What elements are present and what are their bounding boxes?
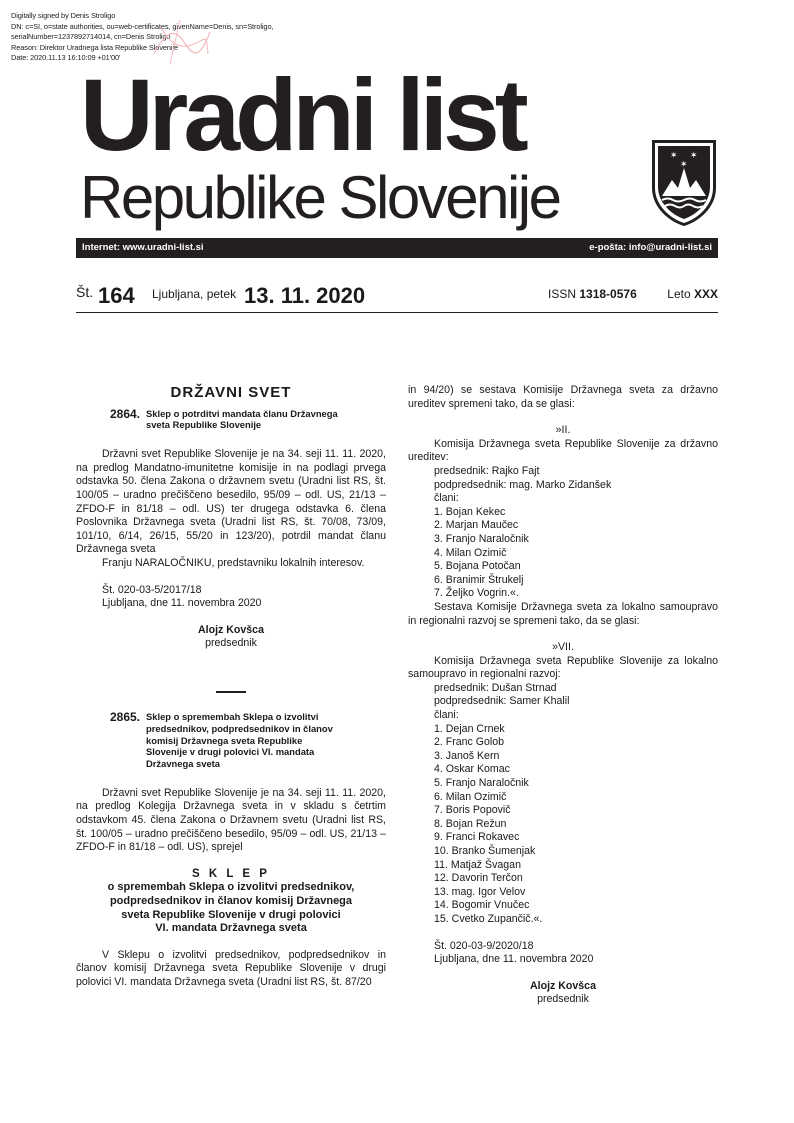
member-list — [408, 506, 718, 601]
volume-label: Leto — [667, 287, 691, 301]
right-column — [408, 384, 718, 1007]
members-label: člani: — [434, 709, 459, 722]
issue-number: 164 — [98, 283, 135, 308]
list-item: 10. Branko Šumenjak — [434, 845, 536, 857]
act-title: Sklep o potrditvi mandata članu Državnega sveta Republike Slovenije — [146, 407, 338, 431]
list-item: 4. Oskar Komac — [434, 763, 510, 776]
decision-title-line: o spremembah Sklepa o izvolitvi predsednikov, — [107, 881, 355, 894]
act-separator — [216, 691, 246, 693]
act-body: Državni svet Republike Slovenije je na 34. seji 11. 11. 2020, na predlog Mandatno-imunitetne komisije in na podlagi prvega odstavka 50. člena Zakona o državnem svetu (Uradni list RS, št. 100/05 – uradno prečiščeno besedilo, 95/09 – odl. US, 21/13 – ZFDO-F in 81/18 – odl. US) ter drugega odstavka 6. člena Poslovnika Državnega sveta (Uradni list RS, št. 70/08, 73/09, 101/10, 6/14, 26/15, 55/20 in 123/20), potrdil mandat članu Državnega sveta — [76, 448, 386, 556]
signature-line: DN: c=SI, o=state authorities, ou=web-certificates, givenName=Denis, sn=Stroligo, — [11, 21, 274, 31]
issn — [548, 287, 637, 301]
signature-line: Date: 2020.11.13 16:10:09 +01'00' — [11, 53, 121, 62]
issue-number-label: Št. — [76, 284, 94, 300]
masthead-subtitle: Republike Slovenije — [80, 164, 560, 231]
list-item: 7. Željko Vogrin.«. — [434, 587, 519, 600]
decision-title-line: podpredsednikov in članov komisij Državnega — [109, 895, 353, 908]
act-place-date: Ljubljana, dne 11. novembra 2020 — [434, 953, 594, 966]
svg-text:✶: ✶ — [680, 160, 688, 170]
list-item: 8. Bojan Režun — [434, 817, 507, 830]
list-item: 5. Bojana Potočan — [434, 560, 521, 573]
act-place-date: Ljubljana, dne 11. novembra 2020 — [102, 597, 262, 610]
act-reference: Št. 020-03-5/2017/18 — [102, 583, 202, 596]
list-item: 14. Bogomir Vnučec — [434, 899, 530, 912]
digital-signature — [11, 11, 273, 64]
issue-place: Ljubljana, petek — [152, 287, 237, 301]
act-reference: Št. 020-03-9/2020/18 — [434, 939, 534, 952]
list-item: 1. Bojan Kekec — [434, 505, 506, 518]
masthead-contact-bar — [76, 238, 718, 258]
act-number: 2865. — [109, 709, 140, 724]
committee-chair: predsednik: Dušan Strnad — [434, 681, 557, 694]
list-item: 3. Franjo Naraločnik — [434, 532, 529, 545]
act-title: Sklep o spremembah Sklepa o izvolitvi predsednikov, podpredsednikov in članov komisij Državnega sveta Republike Slovenije v drugi polovici VI. mandata Državnega sveta — [146, 710, 333, 770]
list-item: 5. Franjo Naraločnik — [434, 777, 529, 790]
issn-label: ISSN — [548, 287, 577, 301]
coat-of-arms-icon — [650, 138, 718, 228]
act-number: 2864. — [109, 406, 140, 421]
committee-intro: Komisija Državnega sveta Republike Slovenije za državno ureditev: — [408, 437, 718, 464]
list-item: 7. Boris Popovič — [434, 804, 511, 817]
committee-chair: predsednik: Rajko Fajt — [434, 464, 540, 477]
masthead-title: Uradni list — [80, 58, 524, 172]
committee-vice-chair: podpredsednik: mag. Marko Zidanšek — [434, 478, 612, 491]
list-item: 13. mag. Igor Velov — [434, 885, 526, 898]
act-header — [76, 408, 386, 432]
signer-name: Alojz Kovšca — [530, 979, 596, 992]
volume — [667, 287, 718, 301]
list-item: 9. Franci Rokavec — [434, 831, 520, 844]
left-column — [76, 384, 386, 990]
article-heading: »VII. — [552, 641, 574, 654]
internet-link[interactable]: Internet: www.uradni-list.si — [82, 242, 204, 253]
committee-vice-chair: podpredsednik: Samer Khalil — [434, 695, 570, 708]
list-item: 3. Janoš Kern — [434, 749, 500, 762]
members-label: člani: — [434, 492, 459, 505]
issue-date: 13. 11. 2020 — [244, 283, 366, 308]
article-heading: »II. — [555, 424, 571, 437]
list-item: 6. Milan Ozimič — [434, 790, 507, 803]
list-item: 2. Marjan Maučec — [434, 519, 519, 532]
volume-value: XXX — [693, 287, 718, 301]
member-list — [408, 723, 718, 927]
signer-function: predsednik — [205, 637, 257, 650]
committee-intro: Komisija Državnega sveta Republike Slovenije za lokalno samoupravo in regionalni razvoj: — [408, 654, 718, 681]
list-item: 15. Cvetko Zupančič.«. — [434, 912, 543, 925]
act-header — [76, 711, 386, 770]
decision-text: V Sklepu o izvolitvi predsednikov, podpredsednikov in članov komisij Državnega sveta Republike Slovenije v drugi polovici VI. mandata Državnega sveta (Uradni list RS, št. 87/20 — [76, 948, 386, 989]
list-item: 11. Matjaž Švagan — [434, 858, 521, 871]
section-heading: DRŽAVNI SVET — [170, 384, 292, 401]
act-body: Državni svet Republike Slovenije je na 34. seji 11. 11. 2020, na predlog Kolegija Državnega sveta in v skladu s četrtim odstavkom 45. člena Zakona o Državnem svetu (Uradni list RS, št. 100/05 – uradno prečiščeno besedilo, 95/09 – odl. US, 21/13 – ZFDO-F in 81/18 – odl. US), sprejel — [76, 786, 386, 854]
act-member: Franju NARALOČNIKU, predstavniku lokalnih interesov. — [102, 556, 365, 569]
issue-line — [76, 282, 718, 313]
signature-line: Reason: Direktor Uradnega lista Republike Slovenije — [11, 42, 179, 52]
signature-line: serialNumber=1237892714014, cn=Denis Stroligo — [11, 32, 171, 41]
decision-title-line: sveta Republike Slovenije v drugi polovici — [121, 908, 341, 921]
svg-text:✶: ✶ — [690, 151, 698, 161]
list-item: 6. Branimir Štrukelj — [434, 573, 524, 586]
signature-line: Digitally signed by Denis Stroligo — [11, 11, 116, 20]
decision-heading: S K L E P — [192, 867, 270, 880]
list-item: 2. Franc Golob — [434, 736, 505, 749]
issn-value: 1318-0576 — [579, 287, 637, 301]
amendment-text: Sestava Komisije Državnega sveta za lokalno samoupravo in regionalni razvoj se spremeni tako, da se glasi: — [408, 600, 718, 627]
decision-title-line: VI. mandata Državnega sveta — [155, 922, 307, 935]
list-item: 1. Dejan Crnek — [434, 722, 505, 735]
svg-text:✶: ✶ — [670, 151, 678, 161]
signer-function: predsednik — [537, 993, 589, 1006]
continued-text: in 94/20) se sestava Komisije Državnega sveta za državno ureditev spremeni tako, da se glasi: — [408, 384, 718, 410]
list-item: 12. Davorin Terčon — [434, 872, 523, 885]
list-item: 4. Milan Ozimič — [434, 546, 507, 559]
email-link[interactable]: e-pošta: info@uradni-list.si — [589, 242, 712, 253]
signer-name: Alojz Kovšca — [198, 623, 264, 636]
